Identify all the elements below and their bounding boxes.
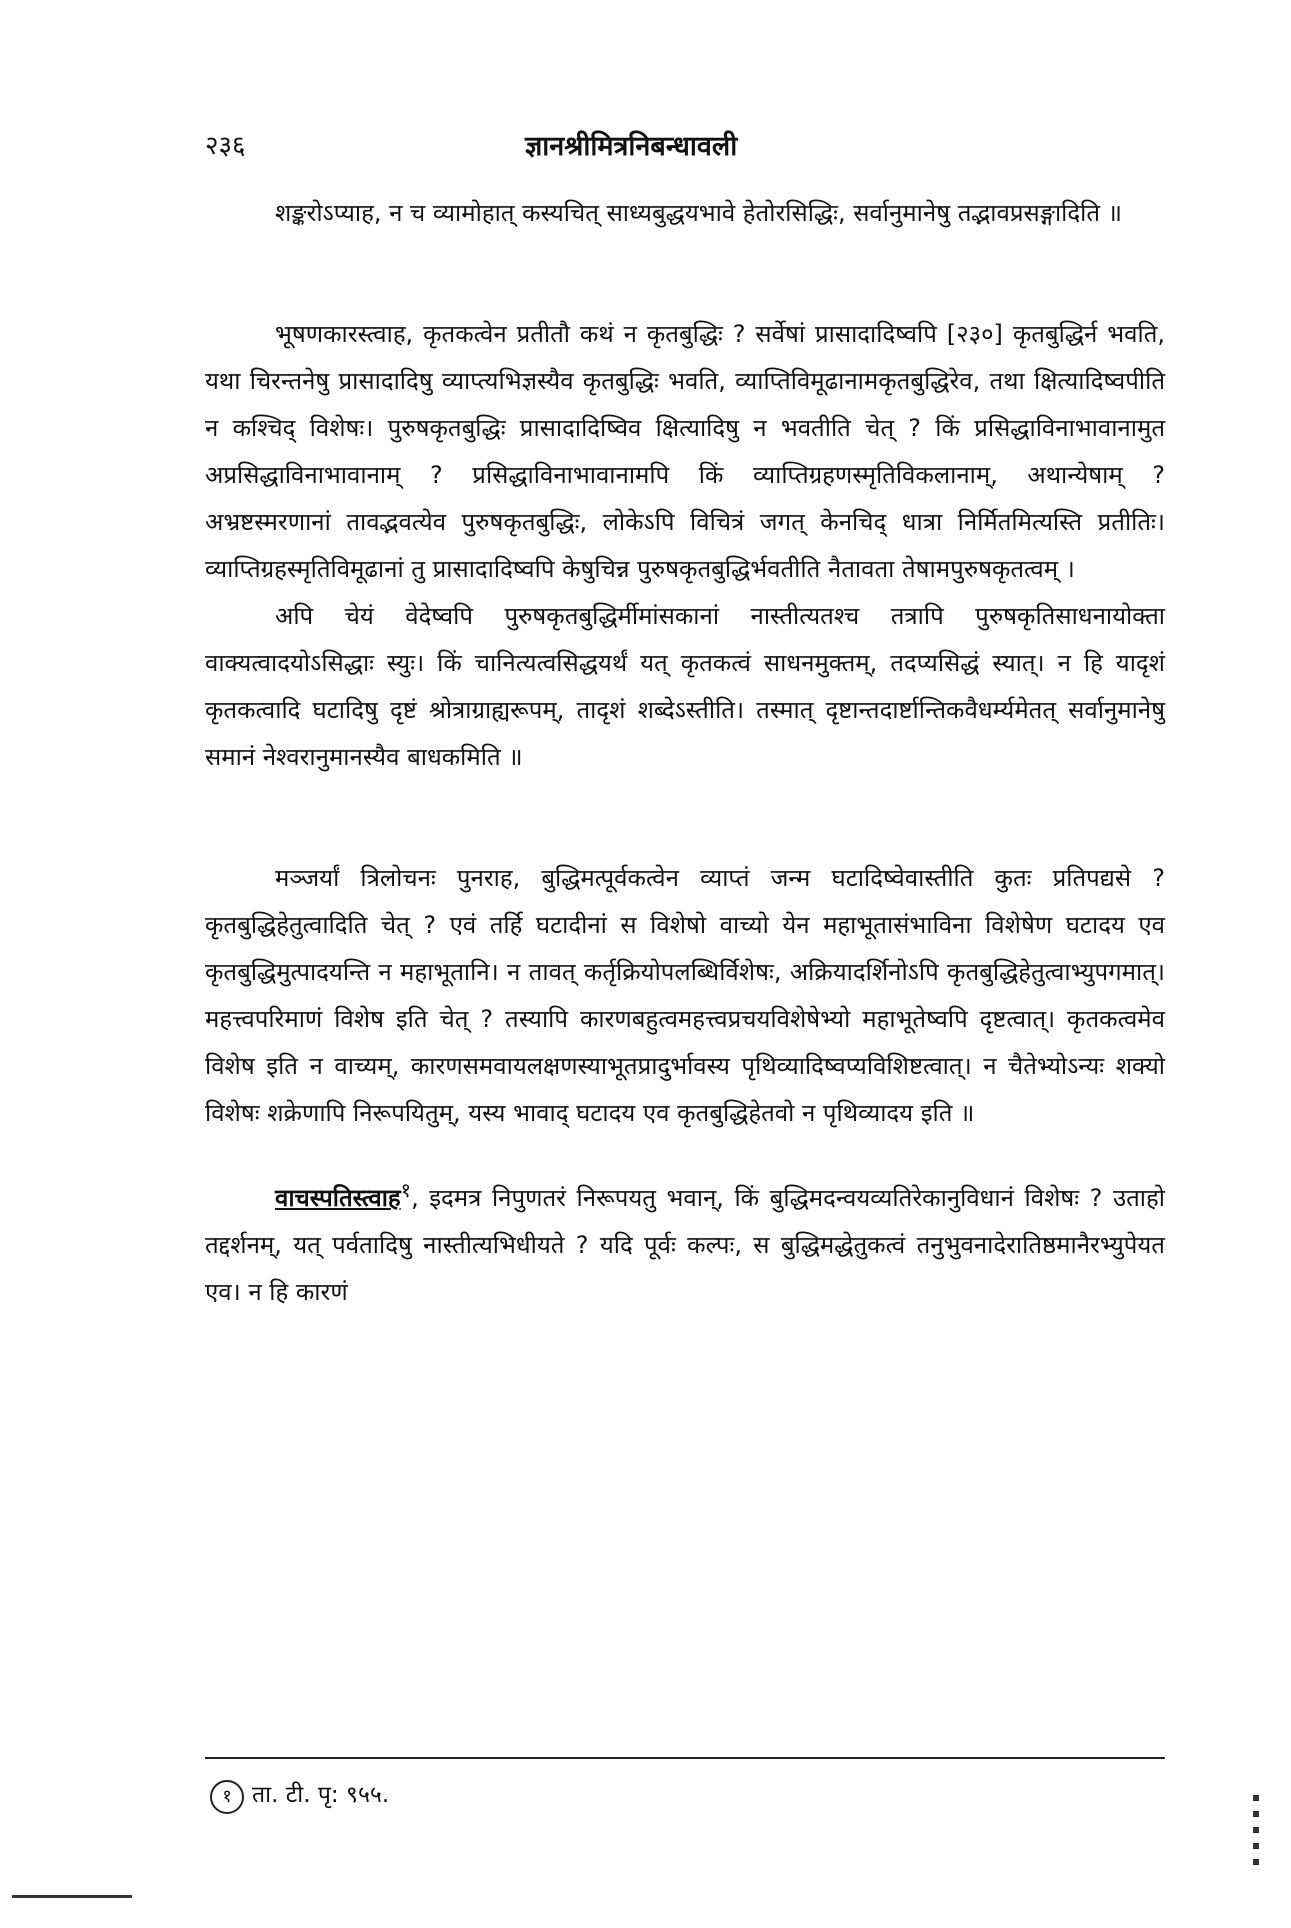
- paragraph-shankara: शङ्करोऽप्याह, न च व्यामोहात् कस्यचित् साध्यबुद्धयभावे हेतोरसिद्धिः, सर्वानुमानेषु तद्भावप्रसङ्गादिति ॥: [275, 199, 1123, 227]
- footnote-ref: १: [400, 1178, 412, 1202]
- paragraph-vedas: अपि चेयं वेदेष्वपि पुरुषकृतबुद्धिर्मीमांसकानां नास्तीत्यतश्च तत्रापि पुरुषकृतिसाधनायोक्ता वाक्यत्वादयोऽसिद्धाः स्युः। किं चानित्यत्वसिद्धयर्थं यत् कृतकत्वं साधनमुक्तम्, तदप्यसिद्धं स्यात्। न हि यादृशं कृतकत्वादि घटादिषु दृष्टं श्रोत्राग्राह्यरूपम्, तादृशं शब्देऽस्तीति। तस्मात् दृष्टान्तदार्ष्टान्तिकवैधर्म्यमेतत् सर्वानुमानेषु समानं नेश्वरानुमानस्यैव बाधकमिति ॥: [205, 602, 1165, 771]
- paragraph-text: , इदमत्र निपुणतरं निरूपयतु भवान्, किं बुद्धिमदन्वयव्यतिरेकानुविधानं विशेषः ? उताहो तद्दर्शनम्, यत् पर्वतादिषु नास्तीत्यभिधीयते ? यदि पूर्वः कल्पः, स बुद्धिमद्धेतुकत्वं तनुभुवनादेरातिष्ठमानैरभ्युपेयत एव। न हि कारणं: [205, 1184, 1165, 1306]
- footnote: [210, 1775, 389, 1815]
- page-body: [205, 190, 1165, 1316]
- scan-mark: [12, 1895, 132, 1898]
- margin-ticks: [1253, 1795, 1261, 1905]
- footnote-rule: [205, 1757, 1165, 1759]
- footnote-mark: १: [210, 1780, 244, 1814]
- page-number: २३६: [205, 131, 246, 161]
- page-header: [205, 126, 1165, 166]
- footnote-text: ता. टी. पृ: ९५५.: [252, 1782, 390, 1808]
- paragraph-vachaspati: [205, 1167, 1165, 1316]
- paragraph-bhushanakara: भूषणकारस्त्वाह, कृतकत्वेन प्रतीतौ कथं न कृतबुद्धिः ? सर्वेषां प्रासादादिष्वपि [२३०] कृतबुद्धिर्न भवति, यथा चिरन्तनेषु प्रासादादिषु व्याप्त्यभिज्ञस्यैव कृतबुद्धिः भवति, व्याप्तिविमूढानामकृतबुद्धिरेव, तथा क्षित्यादिष्वपीति न कश्चिद् विशेषः। पुरुषकृतबुद्धिः प्रासादादिष्विव क्षित्यादिषु न भवतीति चेत् ? किं प्रसिद्धाविनाभावानामुत अप्रसिद्धाविनाभावानाम् ? प्रसिद्धाविनाभावानामपि किं व्याप्तिग्रहणस्मृतिविकलानाम्, अथान्येषाम् ? अभ्रष्टस्मरणानां तावद्भवत्येव पुरुषकृतबुद्धिः, लोकेऽपि विचित्रं जगत् केनचिद् धात्रा निर्मितमित्यस्ति प्रतीतिः। व्याप्तिग्रहस्मृतिविमूढानां तु प्रासादादिष्वपि केषुचिन्न पुरुषकृतबुद्धिर्भवतीति नैतावता तेषामपुरुषकृतत्वम् ।: [205, 320, 1165, 583]
- speaker-name: वाचस्पतिस्त्वाह: [275, 1184, 401, 1212]
- paragraph-trilochana: मञ्जर्यां त्रिलोचनः पुनराह, बुद्धिमत्पूर्वकत्वेन व्याप्तं जन्म घटादिष्वेवास्तीति कुतः प्रतिपद्यसे ? कृतबुद्धिहेतुत्वादिति चेत् ? एवं तर्हि घटादीनां स विशेषो वाच्यो येन महाभूतासंभाविना विशेषेण घटादय एव कृतबुद्धिमुत्पादयन्ति न महाभूतानि। न तावत् कर्तृक्रियोपलब्धिर्विशेषः, अक्रियादर्शिनोऽपि कृतबुद्धिहेतुत्वाभ्युपगमात्। महत्त्वपरिमाणं विशेष इति चेत् ? तस्यापि कारणबहुत्वमहत्त्वप्रचयविशेषेभ्यो महाभूतेष्वपि दृष्टत्वात्। कृतकत्वमेव विशेष इति न वाच्यम्, कारणसमवायलक्षणस्याभूतप्रादुर्भावस्य पृथिव्यादिष्वप्यविशिष्टत्वात्। न चैतेभ्योऽन्यः शक्यो विशेषः शक्रेणापि निरूपयितुम्, यस्य भावाद् घटादय एव कृतबुद्धिहेतवो न पृथिव्यादय इति ॥: [205, 864, 1165, 1127]
- running-title: ज्ञानश्रीमित्रनिबन्धावली: [525, 131, 738, 162]
